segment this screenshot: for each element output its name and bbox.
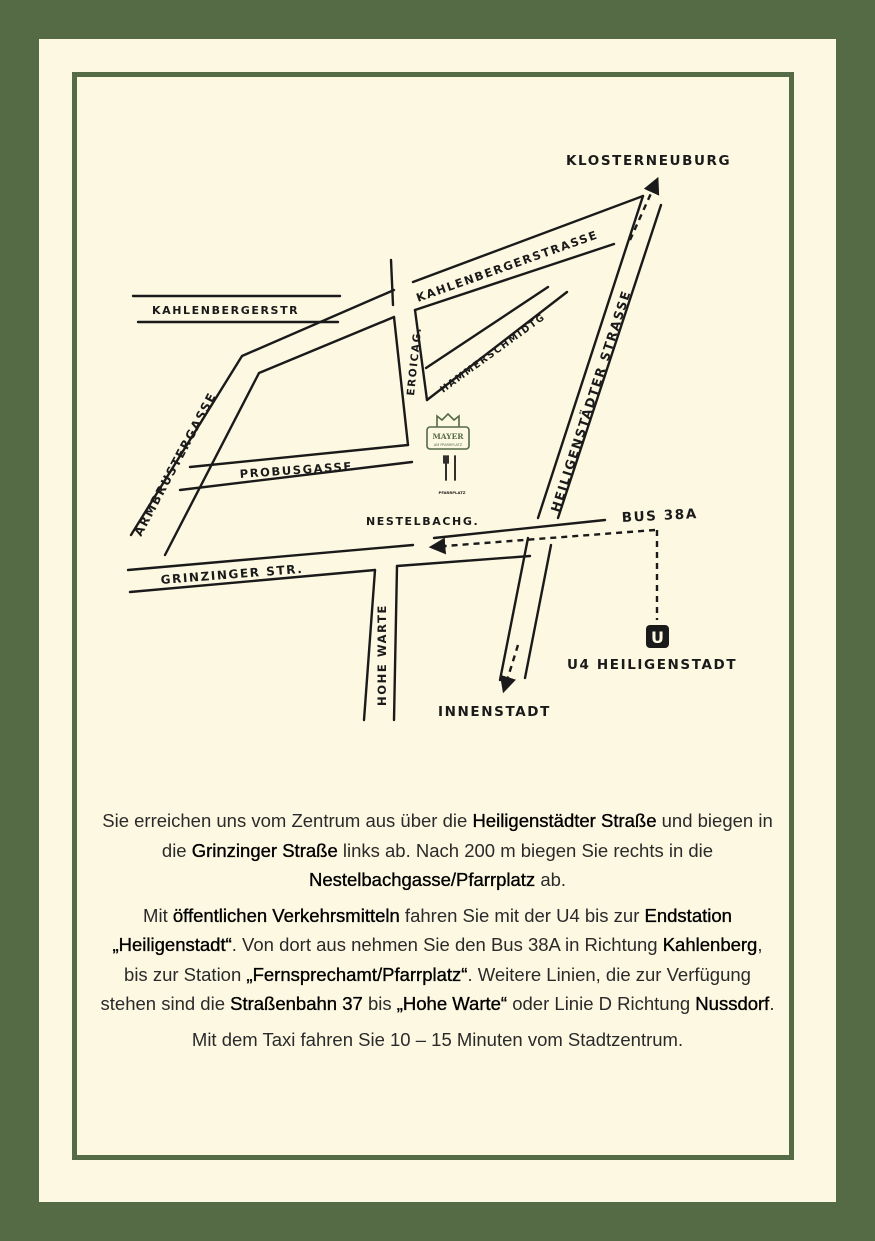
- street-innenstadt-right: [525, 545, 551, 678]
- svg-text:U: U: [651, 628, 664, 647]
- label-u4-heiligenstadt: U4 HEILIGENSTADT: [567, 657, 738, 673]
- label-armbrustergasse: ARMBRUSTERGASSE: [131, 389, 220, 539]
- directions-paragraph-taxi: Mit dem Taxi fahren Sie 10 – 15 Minuten vom Stadtzentrum.: [191, 1028, 684, 1050]
- highlight-nussdorf: Nussdorf: [695, 993, 770, 1014]
- directions-paragraph-public-transport: Mit öffentlichen Verkehrsmitteln fahren Sie mit der U4 bis zur Endstation „Heiligenstadt“. Von dort aus nehmen Sie den Bus 38A in Richtung Kahlenberg, bis zur Station „Fernsprechamt/Pfarrplatz“. Weitere Linien, die zur Verfügung stehen sind die Straßenbahn 37 bis „Hohe Warte“ oder Linie D Richtung Nussdorf.: [100, 904, 775, 1014]
- label-nestelbachg: NESTELBACHG.: [366, 515, 480, 528]
- restaurant-marker: [427, 414, 469, 495]
- label-probusgasse: PROBUSGASSE: [239, 459, 354, 481]
- label-kahlenbergerstrasse: KAHLENBERGERSTRASSE: [414, 227, 601, 305]
- label-hohe-warte: HOHE WARTE: [375, 604, 389, 706]
- route-bus-38a-horizontal: [432, 530, 655, 547]
- fork-knife-icon: [444, 456, 455, 480]
- label-kahlenbergerstr: KAHLENBERGERSTR: [152, 304, 300, 317]
- streets: [128, 196, 661, 720]
- dest-klosterneuburg: KLOSTERNEUBURG: [566, 153, 732, 169]
- street-grinzinger-south-east: [397, 556, 530, 566]
- ubahn-icon: [646, 625, 669, 648]
- highlight-hohe-warte: „Hohe Warte“: [396, 993, 508, 1014]
- highlight-tram-37: Straßenbahn 37: [230, 993, 363, 1014]
- dest-innenstadt: INNENSTADT: [438, 704, 551, 720]
- house-roof-icon: [437, 414, 459, 427]
- street-kahlenbergerstrasse-right: [415, 244, 614, 310]
- directions-paragraph-car: Sie erreichen uns vom Zentrum aus über die Heiligenstädter Straße und biegen in die Grinzinger Straße links ab. Nach 200 m biegen Sie rechts in die Nestelbachgasse/Pfarrplatz ab.: [102, 810, 773, 890]
- highlight-station: „Fernsprechamt/Pfarrplatz“: [246, 963, 468, 985]
- label-hammerschmidtg: HAMMERSCHMIDTG: [438, 311, 548, 396]
- highlight-kahlenberg: Kahlenberg: [662, 934, 758, 955]
- highlight-grinzinger-strasse: Grinzinger Straße: [191, 839, 338, 861]
- street-armbrustergasse-outer: [131, 290, 394, 535]
- svg-text:AM PFARRPLATZ: AM PFARRPLATZ: [433, 443, 463, 447]
- highlight-heiligenstaedter-strasse: Heiligenstädter Straße: [472, 810, 657, 831]
- label-heiligenstaedter-strasse: HEILIGENSTÄDTER STRASSE: [547, 287, 634, 514]
- svg-text:MAYER: MAYER: [432, 432, 464, 441]
- highlight-nestelbachgasse: Nestelbachgasse/Pfarrplatz: [308, 869, 536, 890]
- street-armbrustergasse-inner: [165, 317, 394, 555]
- directions-text: [100, 806, 775, 1060]
- highlight-endstation: Endstation „Heiligenstadt“: [112, 904, 732, 955]
- street-eroicag-left-north: [391, 260, 393, 305]
- street-hohe-warte-right: [394, 566, 397, 720]
- label-bus-38a: BUS 38A: [621, 506, 699, 526]
- svg-text:PFARRPLATZ: PFARRPLATZ: [438, 490, 466, 495]
- label-eroicag: EROICAG.: [405, 326, 425, 397]
- highlight-public-transport: öffentlichen Verkehrsmitteln: [172, 904, 400, 926]
- label-grinzinger-str: GRINZINGER STR.: [160, 561, 304, 587]
- street-kahlenbergerstrasse-left: [413, 196, 643, 282]
- street-hohe-warte-left: [364, 570, 375, 720]
